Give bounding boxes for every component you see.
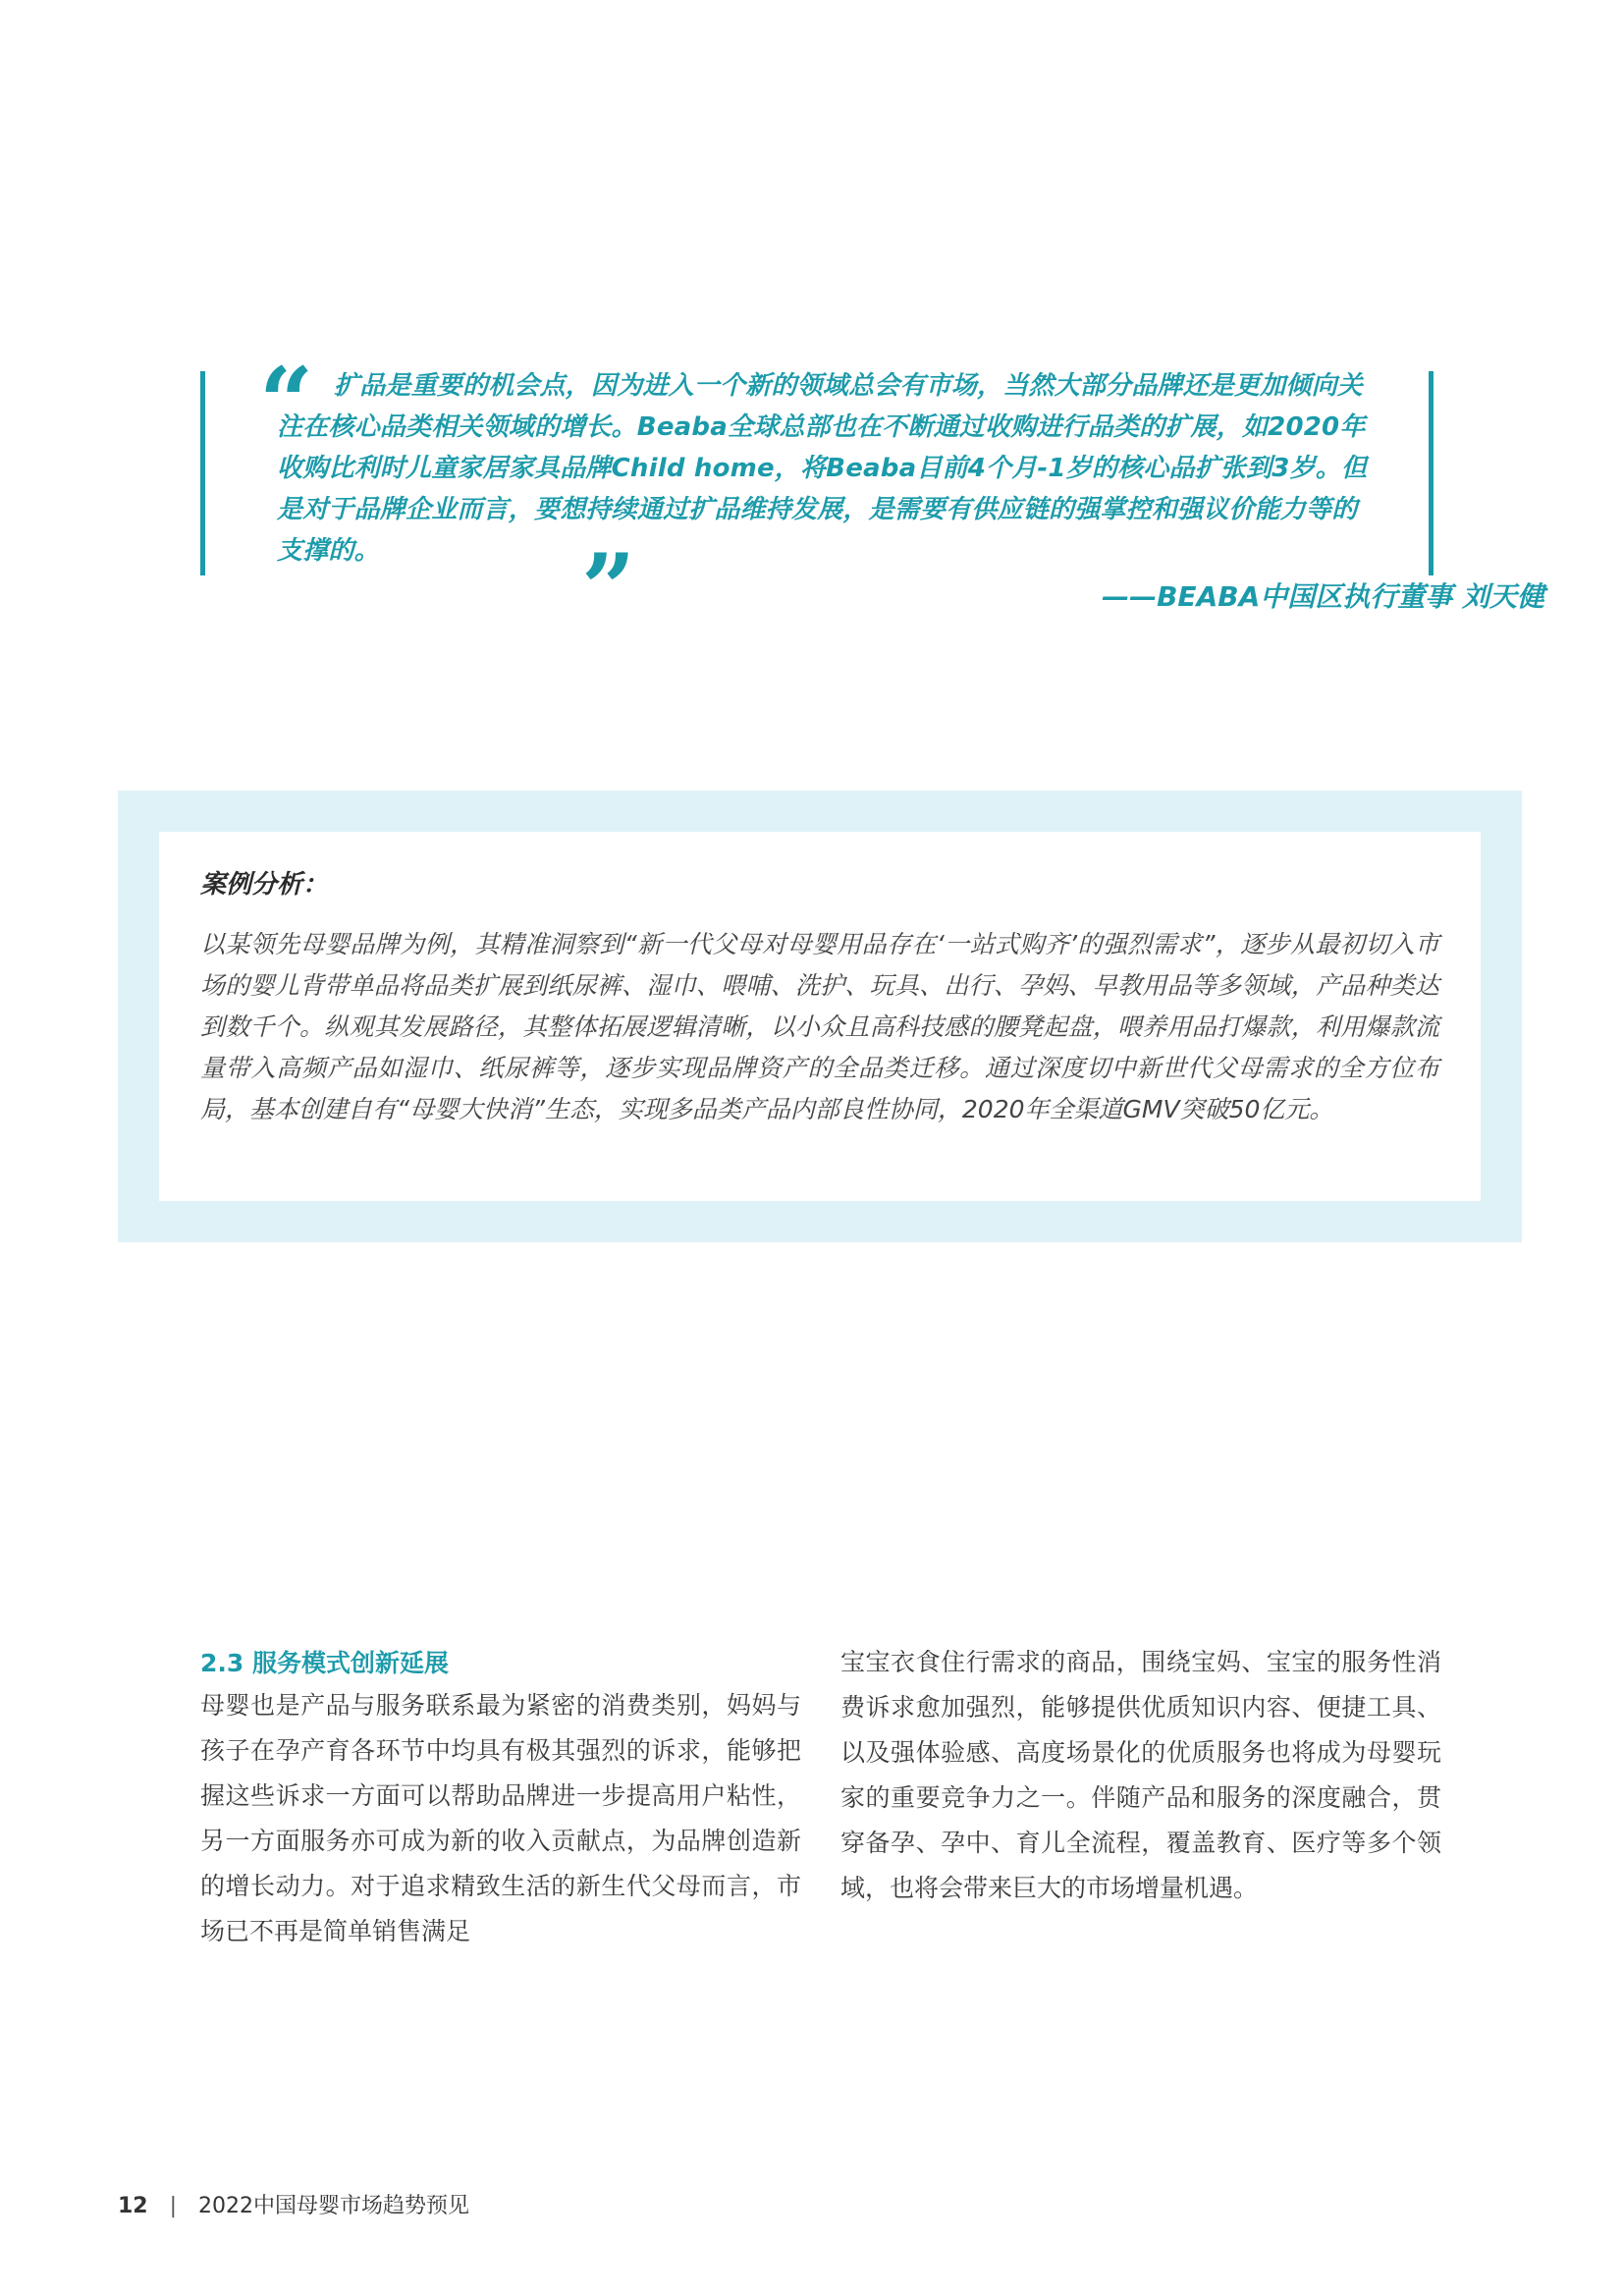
quote-attribution: ——BEABA中国区执行董事 刘天健: [1102, 580, 1544, 613]
body-column-right: 宝宝衣食住行需求的商品，围绕宝妈、宝宝的服务性消费诉求愈加强烈，能够提供优质知识内容、便捷工具、以及强体验感、高度场景化的优质服务也将成为母婴玩家的重要竞争力之一。伴随产品和服务的深度融合，贯穿备孕、孕中、育儿全流程，覆盖教育、医疗等多个领域，也将会带来巨大的市场增量机遇。: [840, 1648, 1441, 1902]
quote-right-bar: [1429, 371, 1434, 575]
quote-left-bar: [200, 371, 205, 575]
open-quote-mark: “: [259, 347, 314, 458]
footer-separator: |: [169, 2194, 178, 2218]
case-analysis-title: 案例分析：: [200, 870, 329, 900]
case-analysis-body: 以某领先母婴品牌为例，其精准洞察到“新一代父母对母婴用品存在‘一站式购齐’的强烈需求”，逐步从最初切入市场的婴儿背带单品将品类扩展到纸尿裤、湿巾、喂哺、洗护、玩具、出行、孕妈、早教用品等多领域，产品种类达到数千个。纵观其发展路径，其整体拓展逻辑清晰，以小众且高科技感的腰凳起盘，喂养用品打爆款，利用爆款流量带入高频产品如湿巾、纸尿裤等，逐步实现品牌资产的全品类迁移。通过深度切中新世代父母需求的全方位布局，基本创建自有“母婴大快消”生态，实现多品类产品内部良性协同，2020年全渠道GMV突破50亿元。: [200, 930, 1439, 1123]
report-title: 2022中国母婴市场趋势预见: [198, 2194, 470, 2218]
body-column-left: 母婴也是产品与服务联系最为紧密的消费类别，妈妈与孩子在孕产育各环节中均具有极其强烈的诉求，能够把握这些诉求一方面可以帮助品牌进一步提高用户粘性，另一方面服务亦可成为新的收入贡献点，为品牌创造新的增长动力。对于追求精致生活的新生代父母而言，市场已不再是简单销售满足: [200, 1691, 801, 1945]
section-heading: 2.3 服务模式创新延展: [200, 1649, 449, 1677]
case-analysis-box: [118, 791, 1522, 1242]
quote-text-content: 扩品是重要的机会点，因为进入一个新的领域总会有市场，当然大部分品牌还是更加倾向关注在核心品类相关领域的增长。Beaba全球总部也在不断通过收购进行品类的扩展，如2020年收购比利时儿童家居家具品牌Child home，将Beaba目前4个月-1岁的核心品扩张到3岁。但是对于品牌企业而言，要想持续通过扩品维持发展，是需要有供应链的强掌控和强议价能力等的支撑的。: [277, 371, 1368, 566]
quote-text: [277, 365, 1369, 572]
page-number: 12: [118, 2194, 148, 2218]
page-footer: [118, 2192, 469, 2221]
close-quote-mark: ”: [581, 533, 636, 644]
case-analysis-panel: [159, 832, 1481, 1201]
